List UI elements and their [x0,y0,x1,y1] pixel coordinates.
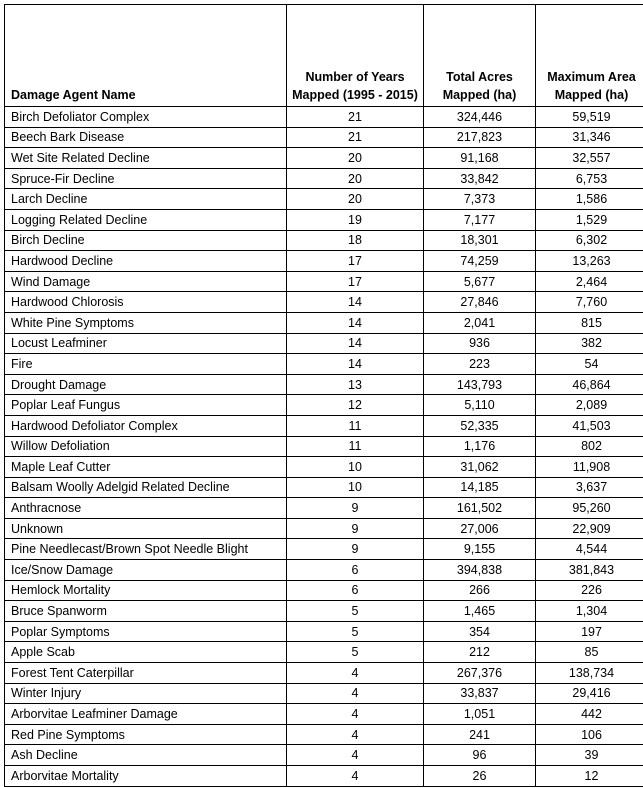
cell-number-of-years: 5 [287,621,424,642]
table-row [5,621,643,642]
cell-total-acres: 14,185 [424,477,536,498]
table-row [5,560,643,581]
cell-maximum-area: 7,760 [536,292,643,313]
cell-number-of-years: 5 [287,601,424,622]
table-row [5,333,643,354]
cell-maximum-area: 31,346 [536,127,643,148]
cell-damage-agent-name: Logging Related Decline [5,209,287,230]
cell-damage-agent-name: Pine Needlecast/Brown Spot Needle Blight [5,539,287,560]
table-row [5,642,643,663]
cell-maximum-area: 11,908 [536,457,643,478]
cell-total-acres: 27,006 [424,518,536,539]
table-row [5,168,643,189]
cell-total-acres: 212 [424,642,536,663]
cell-damage-agent-name: Wind Damage [5,271,287,292]
table-row [5,663,643,684]
cell-damage-agent-name: Poplar Symptoms [5,621,287,642]
cell-total-acres: 161,502 [424,498,536,519]
cell-maximum-area: 382 [536,333,643,354]
cell-number-of-years: 4 [287,724,424,745]
cell-total-acres: 5,677 [424,271,536,292]
cell-number-of-years: 4 [287,683,424,704]
header-row [5,5,643,107]
cell-total-acres: 2,041 [424,312,536,333]
cell-maximum-area: 59,519 [536,107,643,128]
cell-total-acres: 1,051 [424,704,536,725]
table-row [5,601,643,622]
cell-number-of-years: 17 [287,271,424,292]
table-row [5,539,643,560]
cell-total-acres: 52,335 [424,415,536,436]
cell-damage-agent-name: Red Pine Symptoms [5,724,287,745]
cell-damage-agent-name: Fire [5,354,287,375]
cell-maximum-area: 197 [536,621,643,642]
cell-damage-agent-name: Unknown [5,518,287,539]
cell-number-of-years: 6 [287,560,424,581]
cell-damage-agent-name: Anthracnose [5,498,287,519]
cell-number-of-years: 4 [287,745,424,766]
cell-damage-agent-name: Wet Site Related Decline [5,148,287,169]
cell-total-acres: 324,446 [424,107,536,128]
cell-damage-agent-name: Ice/Snow Damage [5,560,287,581]
cell-damage-agent-name: Forest Tent Caterpillar [5,663,287,684]
cell-total-acres: 1,465 [424,601,536,622]
table-row [5,436,643,457]
cell-number-of-years: 14 [287,333,424,354]
cell-damage-agent-name: Hardwood Chlorosis [5,292,287,313]
cell-number-of-years: 18 [287,230,424,251]
cell-maximum-area: 815 [536,312,643,333]
cell-number-of-years: 9 [287,518,424,539]
cell-maximum-area: 1,586 [536,189,643,210]
cell-maximum-area: 29,416 [536,683,643,704]
damage-agent-table [4,4,643,787]
cell-maximum-area: 85 [536,642,643,663]
cell-total-acres: 7,177 [424,209,536,230]
cell-total-acres: 143,793 [424,374,536,395]
cell-damage-agent-name: Hardwood Decline [5,251,287,272]
cell-maximum-area: 41,503 [536,415,643,436]
table-row [5,395,643,416]
cell-number-of-years: 4 [287,766,424,787]
header-maximum-area: Maximum Area Mapped (ha) [536,5,643,107]
cell-maximum-area: 46,864 [536,374,643,395]
table-row [5,724,643,745]
cell-number-of-years: 19 [287,209,424,230]
table-row [5,127,643,148]
cell-total-acres: 74,259 [424,251,536,272]
cell-damage-agent-name: Larch Decline [5,189,287,210]
cell-total-acres: 394,838 [424,560,536,581]
cell-maximum-area: 13,263 [536,251,643,272]
table-row [5,518,643,539]
cell-maximum-area: 226 [536,580,643,601]
cell-total-acres: 33,842 [424,168,536,189]
cell-total-acres: 241 [424,724,536,745]
cell-total-acres: 96 [424,745,536,766]
cell-number-of-years: 17 [287,251,424,272]
cell-maximum-area: 3,637 [536,477,643,498]
table-row [5,683,643,704]
cell-number-of-years: 13 [287,374,424,395]
cell-total-acres: 18,301 [424,230,536,251]
table-row [5,477,643,498]
cell-maximum-area: 1,529 [536,209,643,230]
table-row [5,209,643,230]
cell-total-acres: 1,176 [424,436,536,457]
table-row [5,271,643,292]
cell-maximum-area: 1,304 [536,601,643,622]
table-row [5,148,643,169]
cell-number-of-years: 14 [287,354,424,375]
table-row [5,230,643,251]
cell-total-acres: 26 [424,766,536,787]
table-row [5,745,643,766]
cell-maximum-area: 2,089 [536,395,643,416]
table-row [5,312,643,333]
cell-total-acres: 936 [424,333,536,354]
cell-number-of-years: 21 [287,127,424,148]
cell-number-of-years: 9 [287,539,424,560]
cell-maximum-area: 22,909 [536,518,643,539]
cell-number-of-years: 11 [287,415,424,436]
cell-damage-agent-name: Beech Bark Disease [5,127,287,148]
table-row [5,580,643,601]
cell-total-acres: 266 [424,580,536,601]
table-row [5,704,643,725]
cell-maximum-area: 32,557 [536,148,643,169]
cell-damage-agent-name: Spruce-Fir Decline [5,168,287,189]
cell-damage-agent-name: Balsam Woolly Adelgid Related Decline [5,477,287,498]
cell-number-of-years: 5 [287,642,424,663]
cell-number-of-years: 14 [287,292,424,313]
table-row [5,292,643,313]
cell-maximum-area: 138,734 [536,663,643,684]
table-row [5,354,643,375]
cell-maximum-area: 6,302 [536,230,643,251]
table-row [5,766,643,787]
table-row [5,498,643,519]
cell-damage-agent-name: Apple Scab [5,642,287,663]
cell-total-acres: 223 [424,354,536,375]
cell-number-of-years: 20 [287,168,424,189]
cell-total-acres: 33,837 [424,683,536,704]
cell-damage-agent-name: Arborvitae Mortality [5,766,287,787]
cell-number-of-years: 9 [287,498,424,519]
cell-maximum-area: 106 [536,724,643,745]
cell-total-acres: 27,846 [424,292,536,313]
cell-number-of-years: 12 [287,395,424,416]
table-body [5,107,643,787]
cell-number-of-years: 6 [287,580,424,601]
table-row [5,374,643,395]
cell-total-acres: 354 [424,621,536,642]
table-row [5,457,643,478]
cell-total-acres: 9,155 [424,539,536,560]
cell-maximum-area: 12 [536,766,643,787]
cell-damage-agent-name: Maple Leaf Cutter [5,457,287,478]
cell-damage-agent-name: Arborvitae Leafminer Damage [5,704,287,725]
cell-number-of-years: 10 [287,457,424,478]
cell-total-acres: 217,823 [424,127,536,148]
cell-damage-agent-name: Ash Decline [5,745,287,766]
cell-total-acres: 267,376 [424,663,536,684]
cell-number-of-years: 10 [287,477,424,498]
cell-damage-agent-name: Willow Defoliation [5,436,287,457]
table-row [5,415,643,436]
cell-damage-agent-name: White Pine Symptoms [5,312,287,333]
cell-damage-agent-name: Birch Defoliator Complex [5,107,287,128]
cell-maximum-area: 802 [536,436,643,457]
cell-damage-agent-name: Winter Injury [5,683,287,704]
cell-damage-agent-name: Locust Leafminer [5,333,287,354]
cell-maximum-area: 6,753 [536,168,643,189]
header-damage-agent-name: Damage Agent Name [5,5,287,107]
cell-total-acres: 31,062 [424,457,536,478]
cell-damage-agent-name: Birch Decline [5,230,287,251]
cell-number-of-years: 4 [287,663,424,684]
cell-maximum-area: 381,843 [536,560,643,581]
cell-total-acres: 5,110 [424,395,536,416]
table-row [5,251,643,272]
cell-number-of-years: 14 [287,312,424,333]
cell-maximum-area: 2,464 [536,271,643,292]
cell-damage-agent-name: Hemlock Mortality [5,580,287,601]
cell-maximum-area: 54 [536,354,643,375]
cell-damage-agent-name: Poplar Leaf Fungus [5,395,287,416]
header-total-acres: Total Acres Mapped (ha) [424,5,536,107]
table-row [5,107,643,128]
table-row [5,189,643,210]
cell-damage-agent-name: Bruce Spanworm [5,601,287,622]
cell-number-of-years: 21 [287,107,424,128]
cell-number-of-years: 20 [287,189,424,210]
cell-maximum-area: 95,260 [536,498,643,519]
cell-maximum-area: 39 [536,745,643,766]
cell-number-of-years: 11 [287,436,424,457]
cell-maximum-area: 4,544 [536,539,643,560]
cell-maximum-area: 442 [536,704,643,725]
cell-damage-agent-name: Hardwood Defoliator Complex [5,415,287,436]
cell-total-acres: 91,168 [424,148,536,169]
header-number-of-years: Number of Years Mapped (1995 - 2015) [287,5,424,107]
cell-number-of-years: 20 [287,148,424,169]
cell-number-of-years: 4 [287,704,424,725]
cell-total-acres: 7,373 [424,189,536,210]
cell-damage-agent-name: Drought Damage [5,374,287,395]
